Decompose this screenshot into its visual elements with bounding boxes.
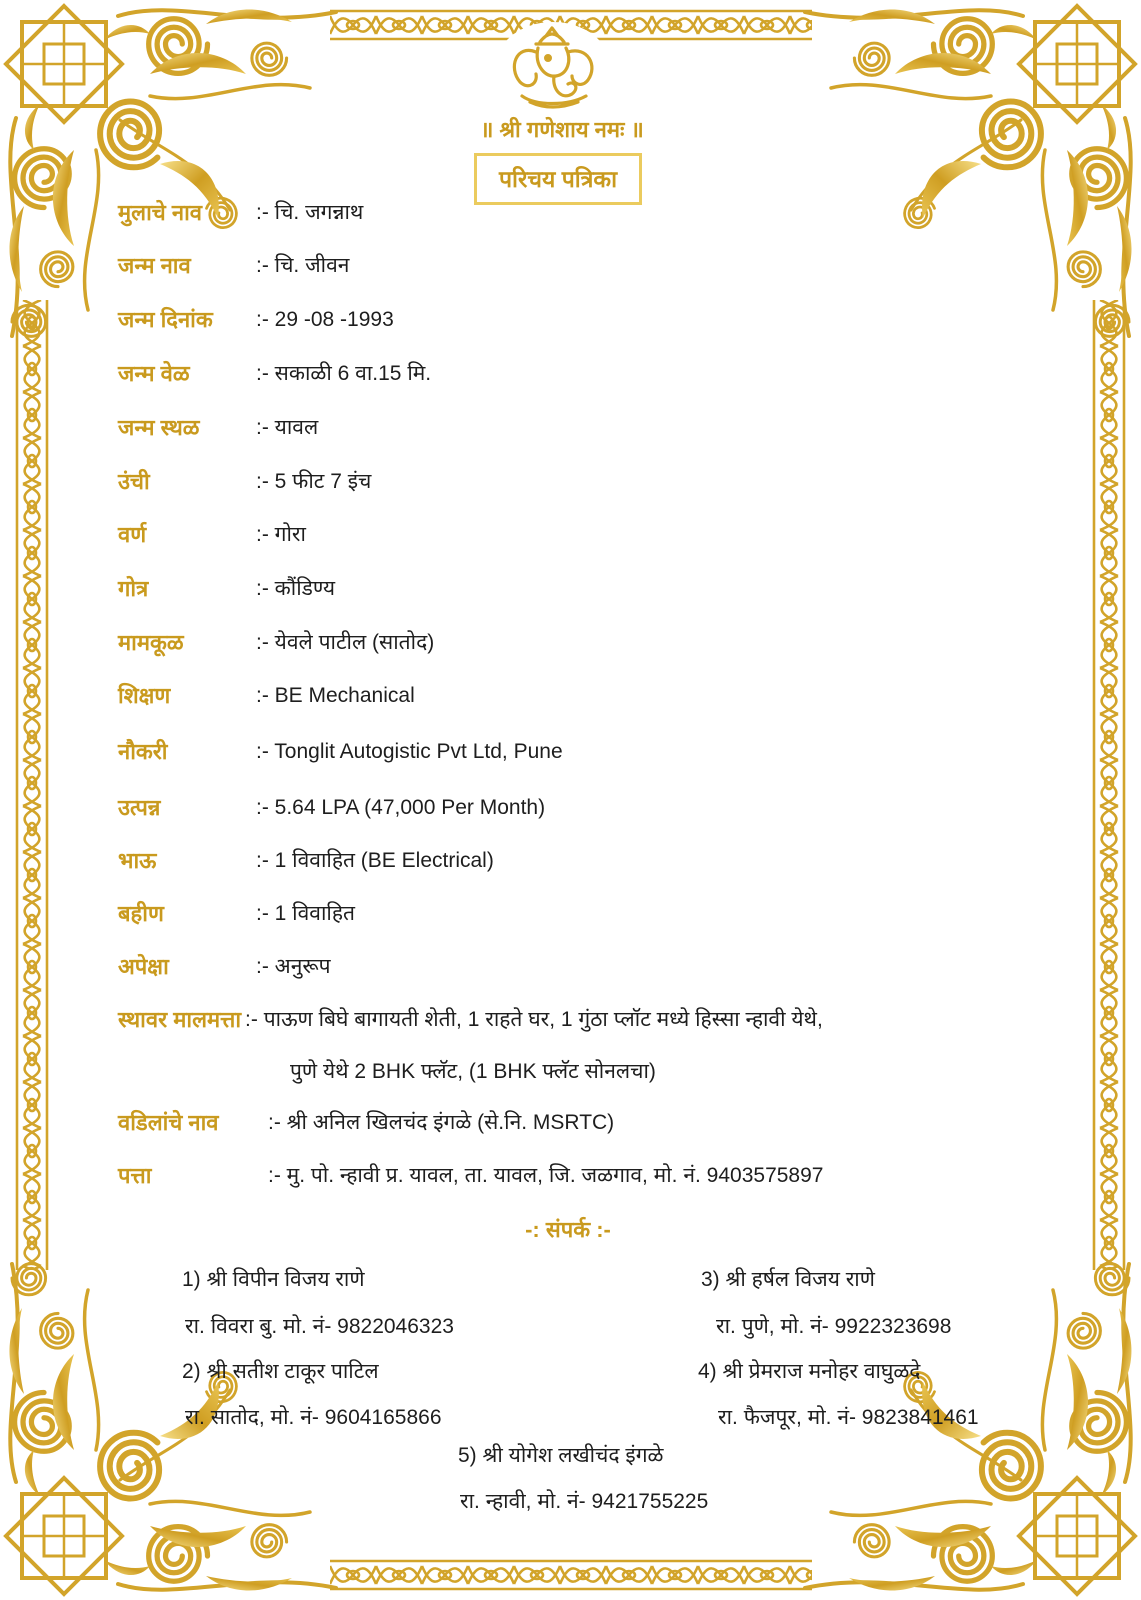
corner-ornament-top-right: [805, 6, 1135, 336]
corner-ornament-top-left: [6, 6, 336, 336]
label-job: नौकरी: [118, 739, 168, 764]
contact-1-address: रा. विवरा बु. मो. नं- 9822046323: [185, 1315, 454, 1338]
value-child-name: :- चि. जगन्नाथ: [256, 201, 364, 224]
label-income: उत्पन्न: [118, 795, 161, 820]
label-education: शिक्षण: [118, 683, 171, 708]
row-income: [0, 793, 1141, 823]
value-address: :- मु. पो. न्हावी प्र. यावल, ता. यावल, जि. जळगाव, मो. नं. 9403575897: [268, 1164, 824, 1187]
contact-3-address: रा. पुणे, मो. नं- 9922323698: [716, 1315, 952, 1338]
value-birth-time: :- सकाळी 6 वा.15 मि.: [256, 362, 432, 385]
label-birth-place: जन्म स्थळ: [118, 415, 200, 440]
page-title: परिचय पत्रिका: [498, 166, 618, 192]
contact-2-address: रा. सातोद, मो. नं- 9604165866: [185, 1406, 442, 1429]
label-birth-date: जन्म दिनांक: [118, 307, 213, 332]
value-income: :- 5.64 LPA (47,000 Per Month): [256, 796, 546, 819]
contact-1-name: 1) श्री विपीन विजय राणे: [182, 1268, 365, 1291]
value-property: :- पाऊण बिघे बागायती शेती, 1 राहते घर, 1 गुंठा प्लॉट मध्ये हिस्सा न्हावी येथे,: [245, 1008, 823, 1031]
value-father-name: :- श्री अनिल खिलचंद इंगळे (से.नि. MSRTC): [268, 1111, 615, 1134]
row-complexion: [0, 520, 1141, 550]
value-property-continued: पुणे येथे 2 BHK फ्लॅट, (1 BHK फ्लॅट सोनलचा): [290, 1060, 656, 1083]
label-property: स्थावर मालमत्ता: [118, 1007, 242, 1032]
value-expectation: :- अनुरूप: [256, 955, 331, 978]
value-job: :- Tonglit Autogistic Pvt Ltd, Pune: [256, 740, 563, 763]
row-birth-time: [0, 359, 1141, 389]
row-birth-name: [0, 251, 1141, 281]
label-gotra: गोत्र: [118, 576, 149, 601]
row-property: [0, 1005, 1141, 1035]
value-birth-name: :- चि. जीवन: [256, 254, 350, 277]
label-child-name: मुलाचे नाव: [118, 200, 202, 225]
value-sisters: :- 1 विवाहित: [256, 902, 355, 925]
value-birth-place: :- यावल: [256, 416, 319, 439]
contact-4-name: 4) श्री प्रेमराज मनोहर वाघुळदे: [698, 1360, 921, 1383]
contacts-heading: -: संपर्क :-: [525, 1217, 611, 1242]
row-gotra: [0, 574, 1141, 604]
contact-2-name: 2) श्री सतीश टाकूर पाटिल: [182, 1360, 379, 1383]
row-education: [0, 681, 1141, 711]
logo-eye: [546, 56, 551, 61]
label-birth-name: जन्म नाव: [118, 253, 191, 278]
contact-5-address: रा. न्हावी, मो. नं- 9421755225: [460, 1490, 709, 1513]
label-father-name: वडिलांचे नाव: [118, 1110, 219, 1135]
row-job: [0, 737, 1141, 767]
row-maternal-family: [0, 628, 1141, 658]
value-maternal-family: :- येवले पाटील (सातोद): [256, 631, 435, 654]
value-gotra: :- कौंडिण्य: [256, 577, 336, 600]
row-height: [0, 467, 1141, 497]
label-complexion: वर्ण: [118, 522, 147, 547]
label-address: पत्ता: [118, 1163, 152, 1188]
row-expectation: [0, 952, 1141, 982]
value-education: :- BE Mechanical: [256, 684, 415, 707]
label-birth-time: जन्म वेळ: [118, 361, 190, 386]
row-sisters: [0, 899, 1141, 929]
row-father-name: [0, 1108, 1141, 1138]
invocation-heading: ॥ श्री गणेशाय नमः ॥: [480, 117, 644, 142]
value-complexion: :- गोरा: [256, 523, 306, 546]
label-sisters: बहीण: [118, 901, 164, 926]
row-child-name: [0, 198, 1141, 228]
contact-5-name: 5) श्री योगेश लखीचंद इंगळे: [458, 1444, 664, 1467]
label-height: उंची: [118, 469, 150, 494]
row-address: [0, 1161, 1141, 1191]
label-maternal-family: मामकूळ: [118, 630, 184, 655]
row-birth-date: [0, 305, 1141, 335]
row-birth-place: [0, 413, 1141, 443]
row-brothers: [0, 846, 1141, 876]
value-birth-date: :- 29 -08 -1993: [256, 308, 394, 331]
label-expectation: अपेक्षा: [118, 954, 169, 979]
contact-4-address: रा. फैजपूर, मो. नं- 9823841461: [718, 1406, 979, 1429]
value-height: :- 5 फीट 7 इंच: [256, 470, 372, 493]
value-brothers: :- 1 विवाहित (BE Electrical): [256, 849, 494, 872]
contact-3-name: 3) श्री हर्षल विजय राणे: [701, 1268, 875, 1291]
label-brothers: भाऊ: [118, 848, 157, 873]
bottom-chain-border: [330, 1557, 812, 1593]
